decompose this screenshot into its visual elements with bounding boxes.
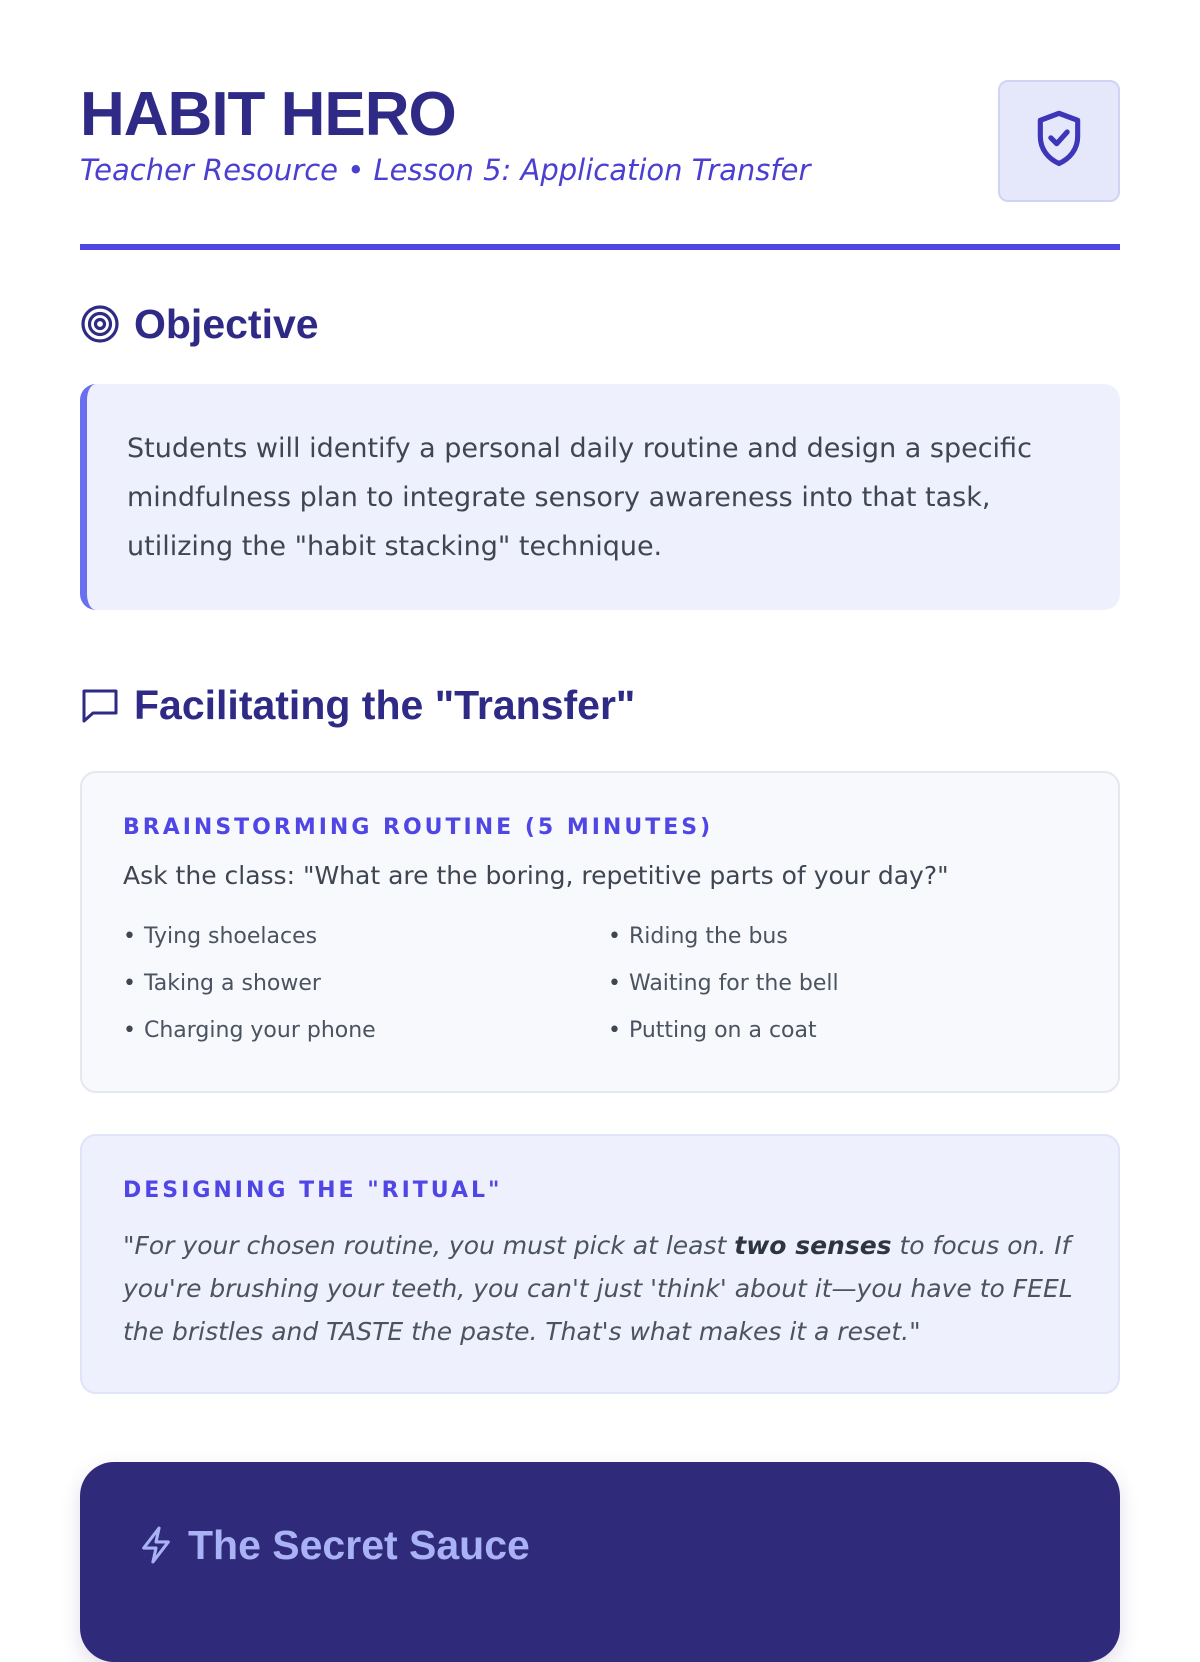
lesson-page — [80, 0, 1120, 1568]
transfer-title: Facilitating the "Transfer" — [134, 682, 636, 728]
ritual-label: DESIGNING THE "RITUAL" — [123, 1178, 503, 1203]
secret-sauce-panel — [80, 1462, 1120, 1662]
target-icon — [80, 304, 120, 344]
list-item: • Tying shoelaces — [123, 924, 318, 949]
objective-title: Objective — [134, 301, 319, 347]
ritual-card — [80, 1134, 1120, 1394]
objective-heading — [80, 299, 319, 349]
header-divider — [80, 244, 1120, 250]
page-header — [80, 0, 1120, 250]
list-item: • Riding the bus — [608, 924, 788, 949]
message-square-icon — [80, 685, 120, 725]
page-subtitle: Teacher Resource • Lesson 5: Application Transfer — [80, 153, 811, 187]
brainstorm-label: BRAINSTORMING ROUTINE (5 MINUTES) — [123, 815, 714, 840]
list-item: • Taking a shower — [123, 971, 321, 996]
lightning-icon — [136, 1525, 176, 1565]
objective-box — [80, 384, 1120, 610]
shield-badge — [998, 80, 1120, 202]
objective-text: Students will identify a personal daily routine and design a specific mindfulness plan to integrate sensory awareness into that task, utilizing the "habit stacking" technique. — [127, 433, 1032, 562]
page-title: HABIT HERO — [80, 80, 456, 149]
ritual-quote: "For your chosen routine, you must pick at least two senses to focus on. If you're brushing your teeth, you can't just 'think' about it—you have to FEEL the bristles and TASTE the paste. That's what makes it a reset." — [123, 1231, 1073, 1346]
list-item: • Charging your phone — [123, 1018, 376, 1043]
list-item: • Putting on a coat — [608, 1018, 817, 1043]
transfer-heading — [80, 680, 635, 730]
secret-sauce-title: The Secret Sauce — [188, 1522, 530, 1568]
ritual-quote-emphasis: two senses — [734, 1231, 892, 1260]
brainstorm-prompt: Ask the class: "What are the boring, repetitive parts of your day?" — [123, 861, 949, 890]
brainstorm-card — [80, 771, 1120, 1093]
list-item: • Waiting for the bell — [608, 971, 839, 996]
routine-list — [123, 913, 1078, 1054]
secret-sauce-heading — [136, 1520, 530, 1570]
shield-check-icon — [1031, 108, 1087, 174]
